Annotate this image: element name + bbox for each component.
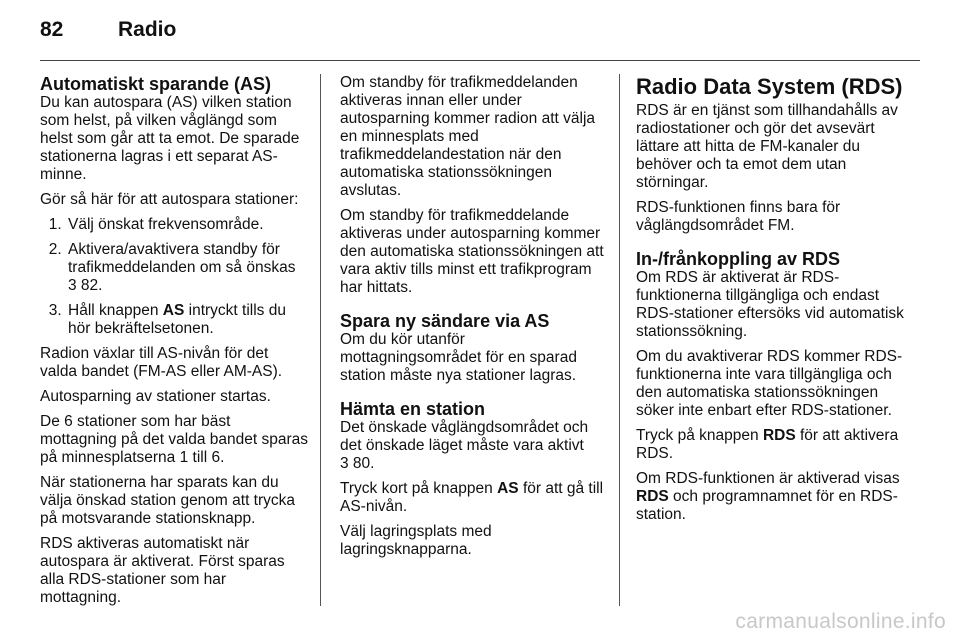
list-item: 2. Aktivera/avaktivera standby för trafikmeddelanden om så önskas 3 82. <box>66 241 308 295</box>
heading-rds: Radio Data System (RDS) <box>636 74 903 99</box>
list-item: 1. Välj önskat frekvensområde. <box>66 216 308 234</box>
paragraph: Om standby för trafikmeddelanden aktiveras innan eller under autosparning kommer radion att välja en minnesplats med trafikmeddelandestation när den automatiska stationssökningen avslutas. <box>340 74 596 199</box>
paragraph: Det önskade våglängdsområdet och det önskade läget måste vara aktivt 3 80. <box>340 419 589 472</box>
button-name-rds: RDS <box>762 427 796 444</box>
column-right <box>636 74 912 531</box>
page-header <box>40 18 920 48</box>
button-name-as: AS <box>162 302 185 319</box>
watermark: carmanualsonline.info <box>735 610 946 633</box>
column-left <box>40 74 308 614</box>
paragraph: Om RDS-funktionen är aktiverad visas RDS och programnamnet för en RDS-station. <box>636 470 900 523</box>
steps-list <box>40 216 308 338</box>
display-indicator-rds: RDS <box>636 488 669 505</box>
page-number: 82 <box>40 18 64 41</box>
heading-store-new: Spara ny sändare via AS <box>340 311 550 331</box>
paragraph: Om standby för trafikmeddelande aktiveras under autosparning kommer den automatiska stationssökningen att vara aktiv tills minst ett trafikprogram har hittats. <box>340 207 604 296</box>
column-divider <box>320 74 321 606</box>
page-reference: 3 82. <box>68 277 103 294</box>
header-divider <box>40 60 920 61</box>
paragraph: De 6 stationer som har bäst mottagning på det valda bandet sparas på minnesplatserna 1 till 6. <box>40 413 308 466</box>
paragraph: Gör så här för att autospara stationer: <box>40 191 299 208</box>
section-title: Radio <box>118 18 177 41</box>
paragraph: RDS aktiveras automatiskt när autospara är aktiverat. Först sparas alla RDS-stationer som har mottagning. <box>40 535 285 606</box>
heading-retrieve-station: Hämta en station <box>340 399 486 419</box>
paragraph: Tryck kort på knappen AS för att gå till AS-nivån. <box>340 480 604 515</box>
column-middle <box>340 74 604 566</box>
paragraph: RDS-funktionen finns bara för våglängdsområdet FM. <box>636 199 841 234</box>
paragraph: Tryck på knappen RDS för att aktivera RDS. <box>636 427 899 462</box>
heading-autosave: Automatiskt sparande (AS) <box>40 74 272 94</box>
button-name-as: AS <box>497 480 519 497</box>
column-divider <box>619 74 620 606</box>
paragraph: Radion växlar till AS-nivån för det valda bandet (FM-AS eller AM-AS). <box>40 345 283 380</box>
paragraph: RDS är en tjänst som tillhandahålls av radiostationer och gör det avsevärt lättare att hitta de FM-kanaler du behöver och ta emot dem utan störningar. <box>636 102 898 191</box>
paragraph: När stationerna har sparats kan du välja önskad station genom att trycka på motsvarande stationsknapp. <box>40 474 296 527</box>
paragraph: Du kan autospara (AS) vilken station som helst, på vilken våglängd som helst som går att ta emot. De sparade stationerna lagras i ett separat AS-minne. <box>40 94 300 183</box>
page-reference: 3 80. <box>340 455 375 472</box>
list-item: 3. Håll knappen AS intryckt tills du hör bekräftelsetonen. <box>66 302 308 338</box>
paragraph: Välj lagringsplats med lagringsknapparna. <box>340 523 492 558</box>
paragraph: Om du avaktiverar RDS kommer RDS-funktionerna inte vara tillgängliga och den automatiska stationssökningen söker inte enbart efter RDS-stationer. <box>636 348 903 419</box>
paragraph: Autosparning av stationer startas. <box>40 388 271 405</box>
heading-rds-toggle: In-/frånkoppling av RDS <box>636 249 841 269</box>
paragraph: Om du kör utanför mottagningsområdet för en sparad station måste nya stationer lagras. <box>340 331 577 384</box>
paragraph: Om RDS är aktiverat är RDS-funktionerna tillgängliga och endast RDS-stationer eftersöks vid automatisk stationssökning. <box>636 269 904 340</box>
